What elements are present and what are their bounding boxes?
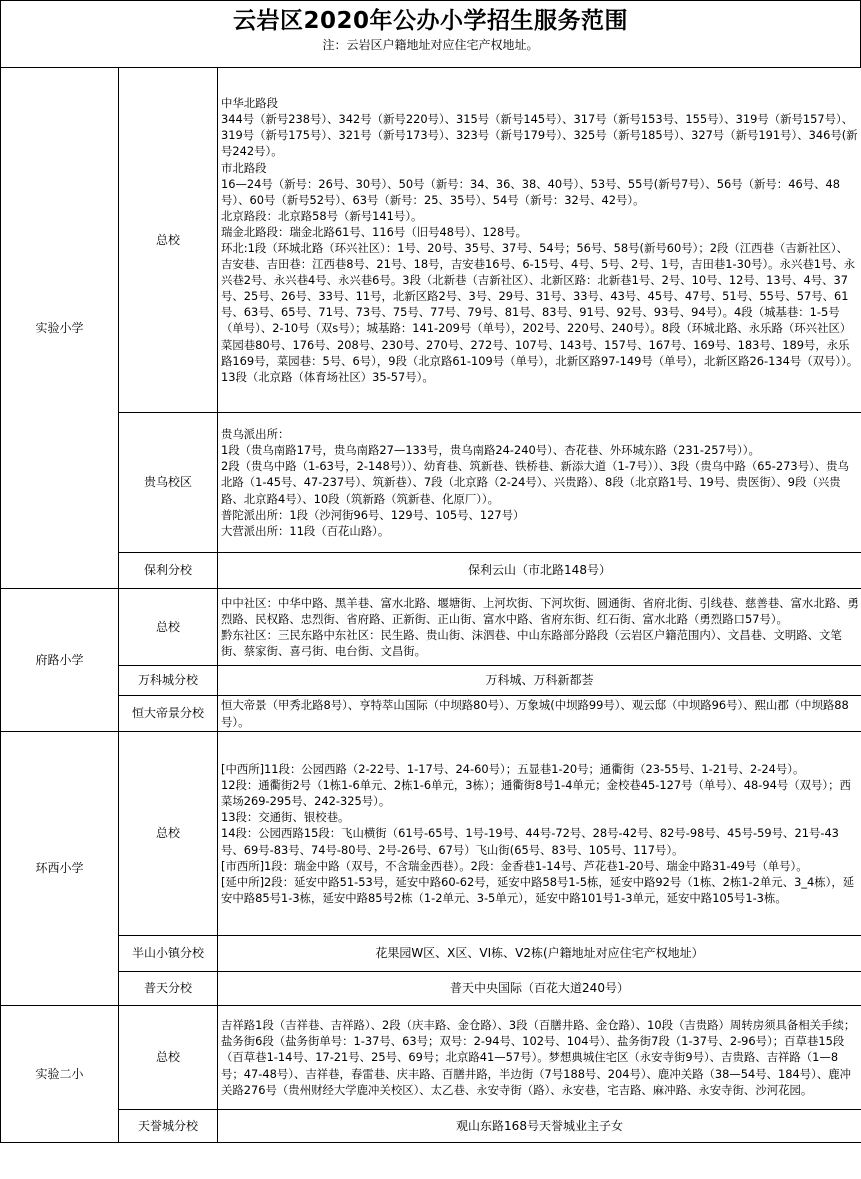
branch-name: 总校: [119, 1006, 218, 1110]
enrollment-table: [0, 67, 861, 1143]
branch-name: 万科城分校: [119, 666, 218, 696]
table-row: [1, 1006, 861, 1110]
scope-line: 中中社区：中华中路、黑羊巷、富水北路、堰塘街、上河坎街、下河坎街、圆通街、省府北街、引线巷、慈善巷、富水北路、勇烈路、民权路、忠烈街、省府路、正新街、正山街、富水中路、省府东街、红石街、富水北路（勇烈路口57号）。: [221, 595, 859, 626]
table-row: [1, 732, 861, 936]
scope-line: 大营派出所：11段（百花山路）。: [221, 523, 390, 538]
page-title: 云岩区2020年公办小学招生服务范围: [232, 8, 628, 34]
scope-line: 瑞金北路段：瑞金北路61号、116号（旧号48号）、128号。: [221, 224, 527, 239]
table-row: [1, 666, 861, 696]
branch-scope: [218, 732, 861, 936]
branch-name: 贵乌校区: [119, 413, 218, 553]
branch-scope: 吉祥路1段（吉祥巷、吉祥路）、2段（庆丰路、金仓路）、3段（百膳井路、金仓路）、10段（吉贵路）周转房须具备相关手续；盐务街6段（盐务街单号：1-37号、63号；双号：2-94号、102号、104号）、盐务街7段（1-37号、2-96号）；百草巷15段（百草巷1-14号、17-21号、25号、69号；北京路41—57号）。梦想典城住宅区（永安寺街9号）、吉贵路、吉祥路（1—8号；47-48号）、吉祥巷，春雷巷、庆丰路、百膳井路，半边街（7号188号、204号）、鹿冲关路（38—54号、184号）、鹿冲关路276号（贵州财经大学鹿冲关校区）、太乙巷、永安寺街（路）、永安巷，宅吉路、麻冲路、永安寺街、沙河花园。: [218, 1006, 861, 1110]
table-row: [1, 972, 861, 1006]
branch-scope: 普天中央国际（百花大道240号）: [218, 972, 861, 1006]
branch-scope: [218, 413, 861, 553]
school-name: 实验二小: [1, 1006, 119, 1143]
branch-scope: 观山东路168号天誉城业主子女: [218, 1110, 861, 1143]
scope-line: 1段（贵乌南路17号，贵乌南路27—133号，贵乌南路24-240号）、杏花巷、外环城东路（231-257号））。: [221, 443, 760, 458]
branch-name: 恒大帝景分校: [119, 696, 218, 732]
table-row: [1, 68, 861, 413]
table-row: [1, 1110, 861, 1143]
school-name: 环西小学: [1, 732, 119, 1006]
branch-name: 半山小镇分校: [119, 936, 218, 972]
scope-line: 贵乌派出所：: [221, 427, 290, 442]
school-name: 实验小学: [1, 68, 119, 589]
scope-line: 北京路段：北京路58号（新号141号）。: [221, 208, 423, 223]
header-note: 注：云岩区户籍地址对应住宅产权地址。: [322, 38, 539, 52]
scope-line: 12段：通衢街2号（1栋1-6单元、2栋1-6单元，3栋）；通衢街8号1-4单元；金校巷45-127号（单号）、48-94号（双号）；西菜场269-295号、242-325号）。: [221, 778, 851, 809]
scope-line: 344号（新号238号）、342号（新号220号）、315号（新号145号）、317号（新号153号、155号）、319号（新号157号）、319号（新号175号）、321号（新号173号）、323号（新号179号）、325号（新号185号）、327号（新号191号）、346号(新号242号）。: [221, 112, 858, 159]
table-row: [1, 696, 861, 732]
scope-line: [市西所]1段：瑞金中路（双号，不含瑞金西巷）。2段：金香巷1-14号、芦花巷1-20号、瑞金中路31-49号（单号）。: [221, 858, 808, 873]
branch-name: 普天分校: [119, 972, 218, 1006]
branch-scope: [218, 68, 861, 413]
branch-name: 总校: [119, 589, 218, 666]
scope-line: 16—24号（新号：26号、30号）、50号（新号：34、36、38、40号）、53号、55号(新号7号）、56号（新号：46号、48号）、60号（新号52号）、63号（新号：25、35号）、54号（新号：32号、42号）。: [221, 176, 840, 207]
scope-line: [中西所]11段：公园西路（2-22号、1-17号、24-60号）；五显巷1-20号；通衢街（23-55号、1-21号、2-24号）。: [221, 762, 805, 777]
scope-line: 环北:1段（环城北路（环兴社区）：1号、20号、35号、37号、54号；56号、58号(新号60号）；2段（江西巷（吉新社区）、吉安巷、吉田巷：江西巷8号、21号、18号，吉安巷16号、6-15号、4号、5号、2号、1号，吉田巷1-30号）。永兴巷1号、永兴巷2号、永兴巷4号、永兴巷6号。3段（北新巷（吉新社区）、北新区路：北新巷1号、2号、10号、12号、13号、4号、37号、25号、26号、33号、11号，北新区路2号、3号、29号、31号、33号、43号、45号、47号、51号、55号、57号、61号、63号、65号、71号、73号、75号、77号、79号、81号、83号、91号、92号、93号、94号）。4段（城基巷：1-5号（单号）、2-10号（双s号）；城基路：141-209号（单号），202号、220号、240号）。8段（环城北路、永乐路（环兴社区）菜园巷80号、176号、208号、230号、270号、272号、107号、143号、157号、167号、169号、183号、189号，永乐路169号，菜园巷：5号、6号），9段（北京路61-109号（单号），北新区路97-149号（单号），北新区路26-134号（双号））。13段（北京路（体育场社区）35-57号）。: [221, 241, 859, 384]
branch-scope: 万科城、万科新都荟: [218, 666, 861, 696]
scope-line: 黔东社区：三民东路中东社区：民生路、贵山街、沫泗巷、中山东路部分路段（云岩区户籍范围内）、文昌巷、文明路、文笔街、蔡家街、喜弓街、电台街、文昌街。: [221, 628, 842, 659]
branch-scope: 花果园W区、X区、VI栋、V2栋(户籍地址对应住宅产权地址）: [218, 936, 861, 972]
scope-line: 13段：交通街、银校巷。: [221, 810, 350, 825]
table-row: [1, 553, 861, 589]
table-row: [1, 589, 861, 666]
table-row: [1, 413, 861, 553]
table-row: [1, 936, 861, 972]
branch-scope: [218, 589, 861, 666]
scope-line: 14段：公园西路15段：飞山横街（61号-65号、1号-19号、44号-72号、28号-42号、82号-98号、45号-59号、21号-43号、69号-83号、74号-80号、2号-26号、67号）飞山街(65号、83号、105号、117号）。: [221, 826, 839, 857]
scope-line: 2段（贵乌中路（1-63号，2-148号））、幼育巷、筑新巷、铁桥巷、新添大道（1-7号））、3段（贵乌中路（65-273号）、贵乌北路（1-45号、47-237号）、筑新巷）、7段（北京路（2-24号）、兴贵路）、8段（北京路1号、19号、贵医街）、9段（兴贵路、北京路4号）、10段（筑新路（筑新巷、化原厂））。: [221, 459, 849, 506]
branch-name: 总校: [119, 68, 218, 413]
school-name: 府路小学: [1, 589, 119, 732]
document-header: [0, 0, 861, 68]
scope-line: 普陀派出所：1段（沙河街96号、129号、105号、127号）: [221, 507, 525, 522]
scope-line: 中华北路段: [221, 96, 278, 111]
branch-name: 天誉城分校: [119, 1110, 218, 1143]
branch-name: 总校: [119, 732, 218, 936]
branch-scope: 保利云山（市北路148号）: [218, 553, 861, 589]
branch-scope: 恒大帝景（甲秀北路8号）、亨特萃山国际（中坝路80号）、万象城(中坝路99号）、观云邸（中坝路96号）、熙山郡（中坝路88号）。: [218, 696, 861, 732]
branch-name: 保利分校: [119, 553, 218, 589]
scope-line: 市北路段: [221, 160, 267, 175]
scope-line: [延中所]2段：延安中路51-53号，延安中路60-62号，延安中路58号1-5栋，延安中路92号（1栋、2栋1-2单元、3_4栋），延安中路85号1-3栋，延安中路85号2栋（1-2单元、3-5单元），延安中路101号1-3单元，延安中路105号1-3栋。: [221, 874, 855, 905]
